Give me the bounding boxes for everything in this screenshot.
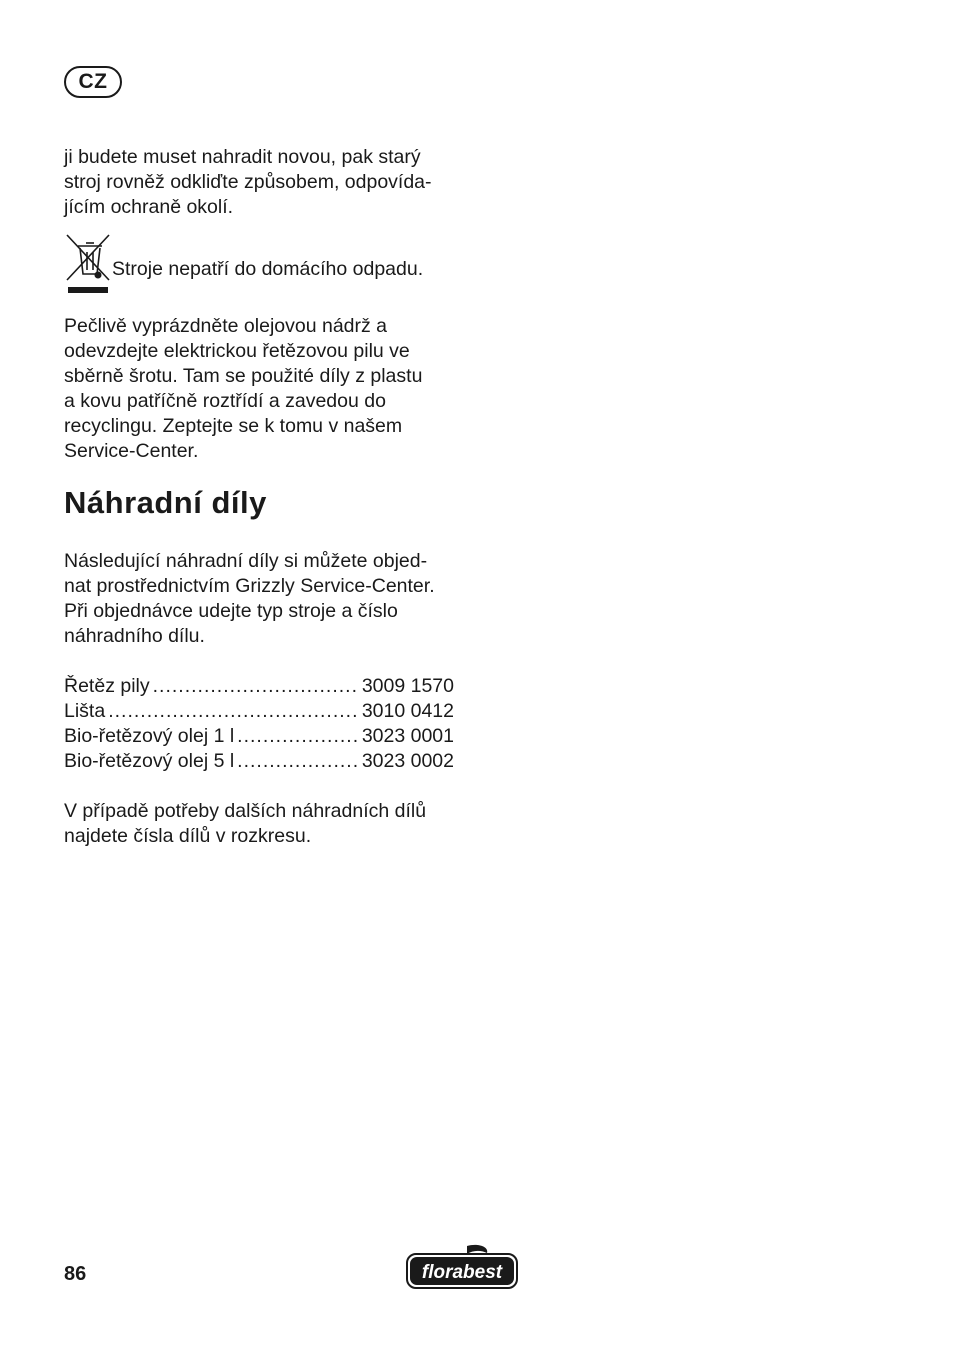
disposal-line-6: Service-Center. xyxy=(64,440,199,462)
main-column xyxy=(64,145,454,849)
disposal-line-1: Pečlivě vyprázdněte olejovou nádrž a xyxy=(64,315,388,337)
section-title: Náhradní díly xyxy=(64,485,267,520)
parts-intro-line-3: Při objednávce udejte typ stroje a číslo xyxy=(64,600,398,622)
dot-leader xyxy=(237,724,359,749)
part-row xyxy=(64,724,454,749)
dot-leader xyxy=(237,749,359,774)
part-name: Lišta xyxy=(64,700,106,722)
part-row xyxy=(64,749,454,774)
language-badge: CZ xyxy=(64,66,122,98)
logo-wordmark: florabest xyxy=(421,1262,503,1283)
part-number: 3009 1570 xyxy=(361,675,454,697)
parts-intro-line-1: Následující náhradní díly si můžete objed- xyxy=(64,550,428,572)
part-number: 3010 0412 xyxy=(361,700,454,722)
intro-line-1: ji budete muset nahradit novou, pak starý xyxy=(64,146,421,168)
part-row xyxy=(64,674,454,699)
parts-outro-line-2: najdete čísla dílů v rozkresu. xyxy=(64,825,312,847)
crossed-out-wheelie-bin-icon xyxy=(64,232,112,294)
part-name: Bio-řetězový olej 5 l xyxy=(64,750,235,772)
part-name: Řetěz pily xyxy=(64,675,150,697)
disposal-line-2: odevzdejte elektrickou řetězovou pilu ve xyxy=(64,340,410,362)
intro-line-3: jícím ochraně okolí. xyxy=(64,196,234,218)
florabest-logo xyxy=(405,1244,519,1290)
weee-text: Stroje nepatří do domácího odpadu. xyxy=(112,258,424,280)
part-row xyxy=(64,699,454,724)
disposal-line-4: a kovu patříčně roztřídí a zavedou do xyxy=(64,390,386,412)
dot-leader xyxy=(108,699,359,724)
intro-line-2: stroj rovněž odkliďte způsobem, odpovída- xyxy=(64,171,432,193)
part-number: 3023 0002 xyxy=(361,750,454,772)
parts-outro-line-1: V případě potřeby dalších náhradních dílů xyxy=(64,800,427,822)
disposal-line-5: recyclingu. Zeptejte se k tomu v našem xyxy=(64,415,403,437)
parts-intro-line-2: nat prostřednictvím Grizzly Service-Center. xyxy=(64,575,435,597)
dot-leader xyxy=(153,674,359,699)
parts-list xyxy=(64,674,454,774)
parts-intro-line-4: náhradního dílu. xyxy=(64,625,205,647)
part-name: Bio-řetězový olej 1 l xyxy=(64,725,235,747)
page-number: 86 xyxy=(64,1263,87,1285)
part-number: 3023 0001 xyxy=(361,725,454,747)
disposal-line-3: sběrně šrotu. Tam se použité díly z plastu xyxy=(64,365,423,387)
weee-notice xyxy=(64,232,454,294)
